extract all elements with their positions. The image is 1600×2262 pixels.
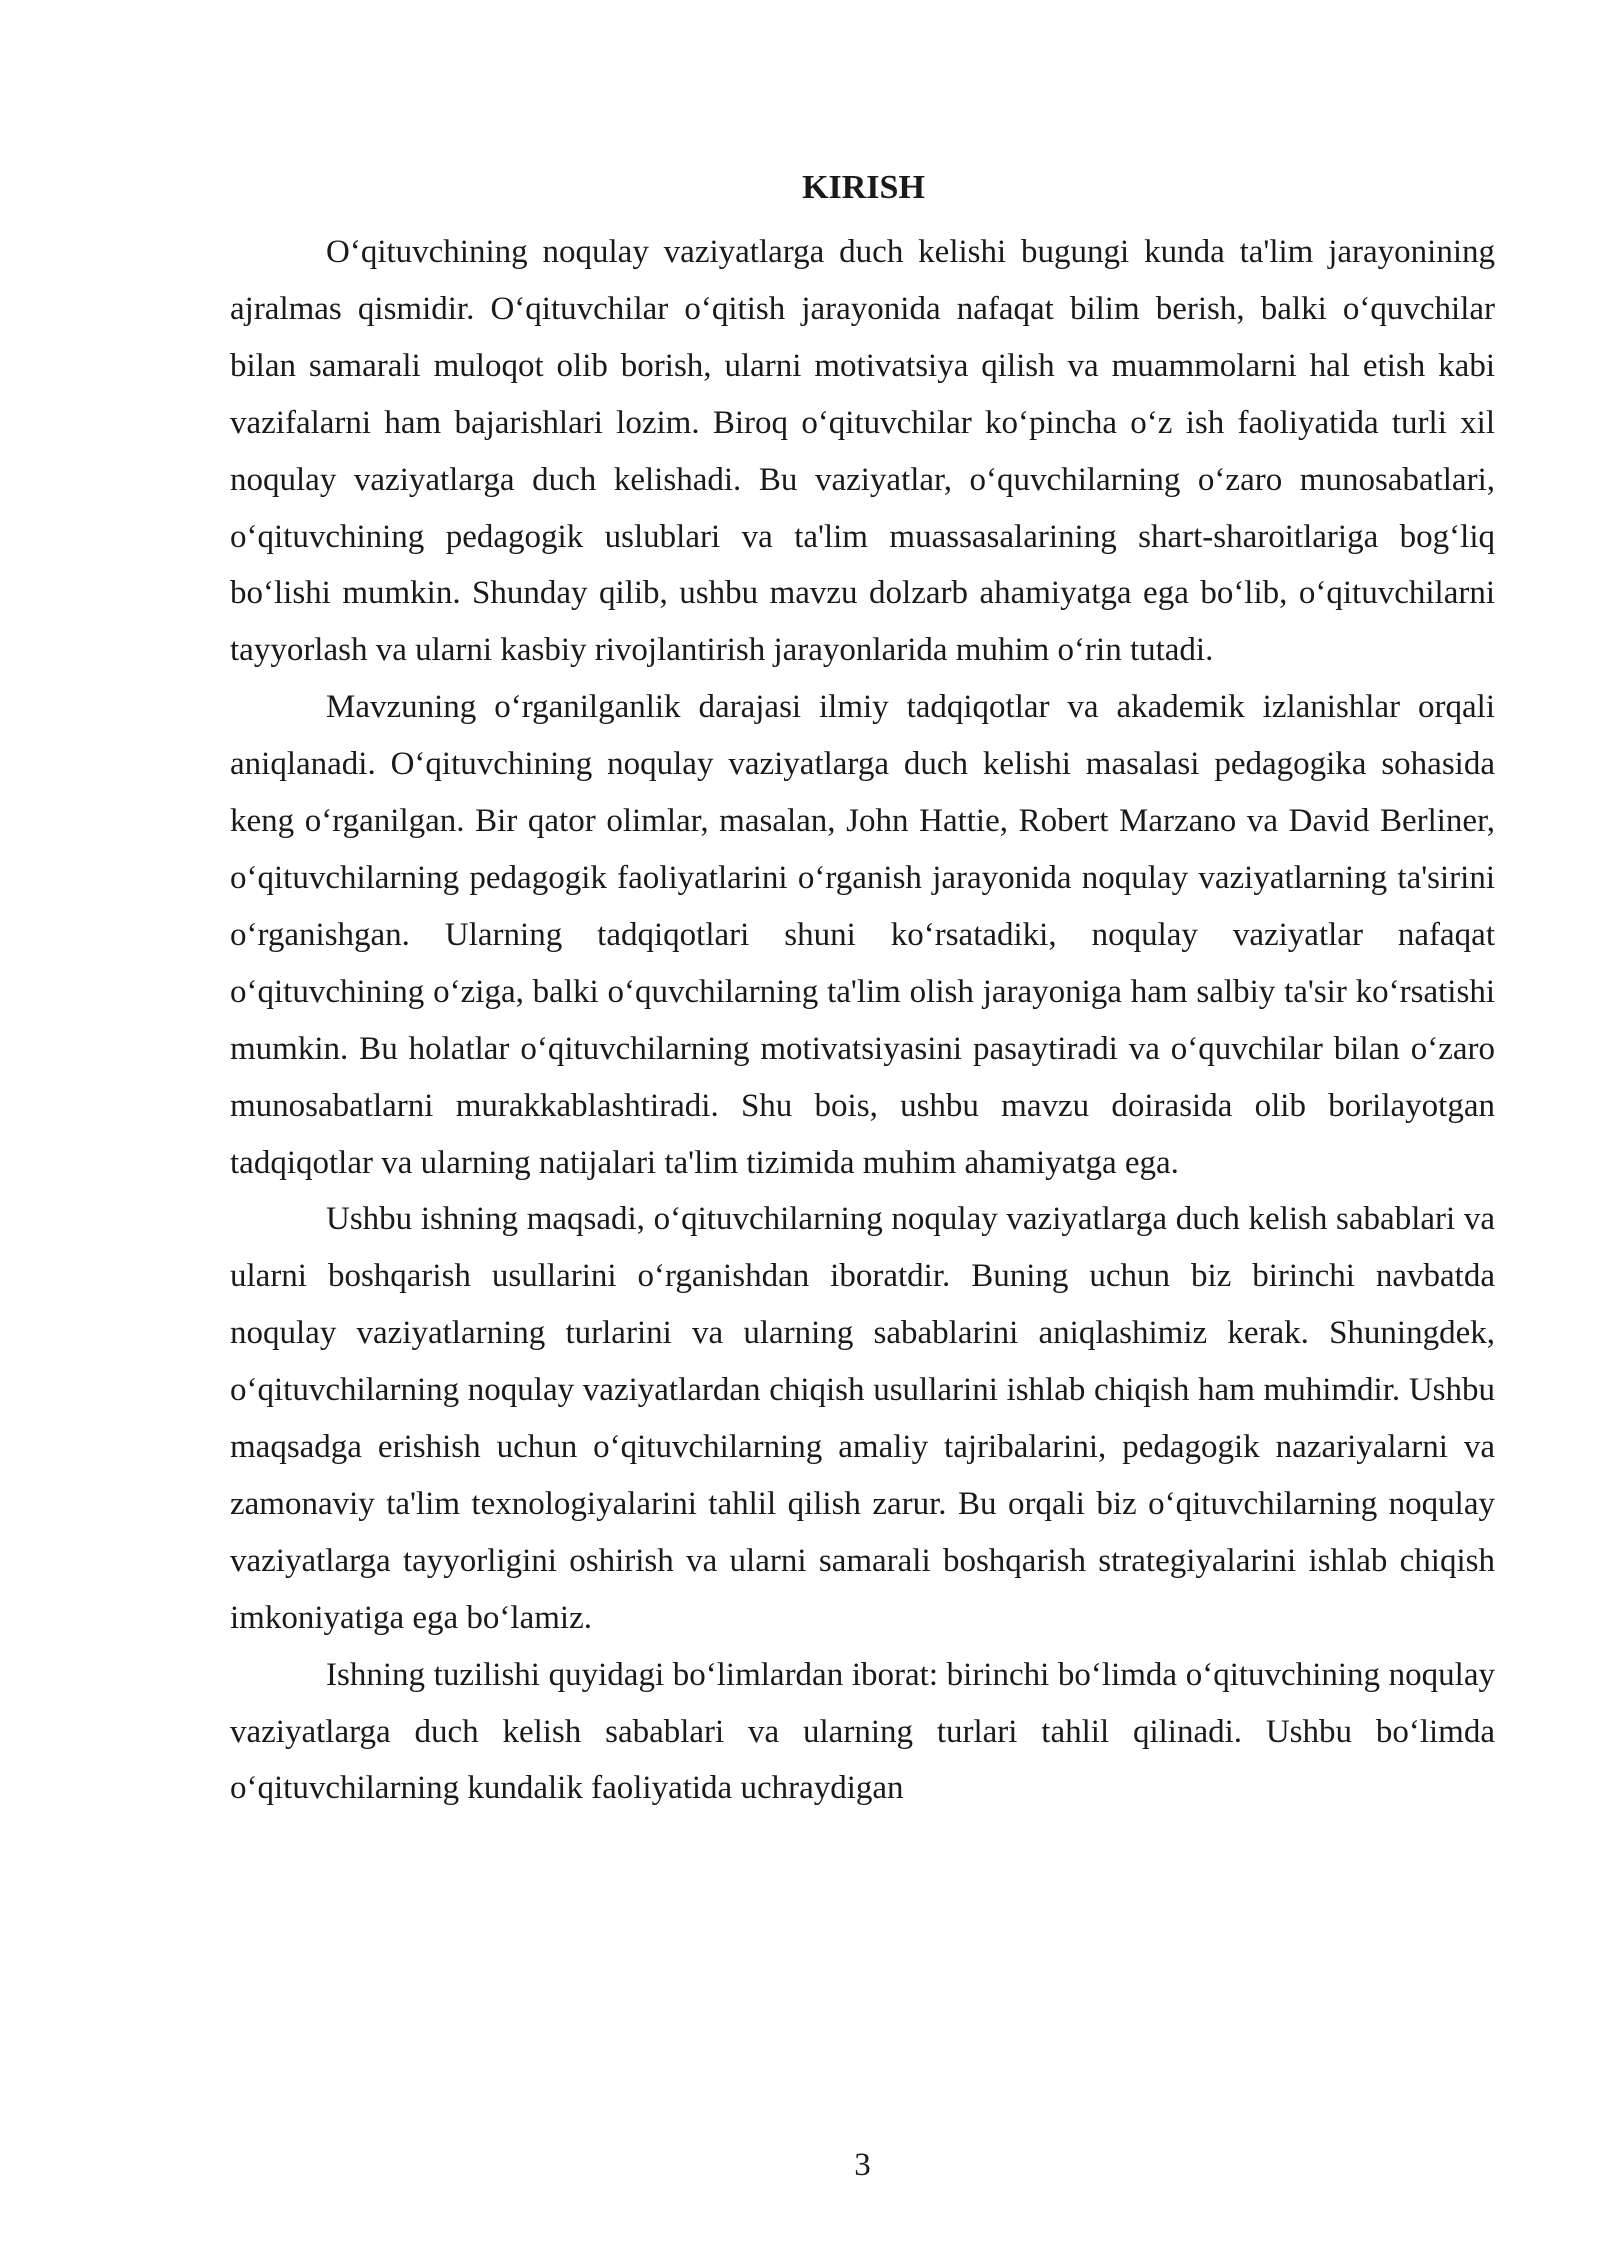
paragraph-relevance: O‘qituvchining noqulay vaziyatlarga duch kelishi bugungi kunda ta'lim jarayonining ajralmas qismidir. O‘qituvchilar o‘qitish jarayonida nafaqat bilim berish, balki o‘quvchilar bilan samarali muloqot olib borish, ularni motivatsiya qilish va muammolarni hal etish kabi vazifalarni ham bajarishlari lozim. Biroq o‘qituvchilar ko‘pincha o‘z ish faoliyatida turli xil noqulay vaziyatlarga duch kelishadi. Bu vaziyatlar, o‘quvchilarning o‘zaro munosabatlari, o‘qituvchining pedagogik uslublari va ta'lim muassasalarining shart-sharoitlariga bog‘liq bo‘lishi mumkin. Shunday qilib, ushbu mavzu dolzarb ahamiyatga ega bo‘lib, o‘qituvchilarni tayyorlash va ularni kasbiy rivojlantirish jarayonlarida muhim o‘rin tutadi. bbox=[230, 234, 1495, 669]
page-number: 3 bbox=[854, 2147, 871, 2183]
paragraph-structure: Ishning tuzilishi quyidagi bo‘limlardan iborat: birinchi bo‘limda o‘qituvchining noqulay vaziyatlarga duch kelish sabablari va ularning turlari tahlil qilinadi. Ushbu bo‘limda o‘qituvchilarning kundalik faoliyatida uchraydigan bbox=[230, 1656, 1495, 1807]
section-title: KIRISH bbox=[802, 169, 925, 206]
document-page bbox=[230, 160, 1495, 1817]
paragraph-study-degree: Mavzuning o‘rganilganlik darajasi ilmiy tadqiqotlar va akademik izlanishlar orqali aniqlanadi. O‘qituvchining noqulay vaziyatlarga duch kelishi masalasi pedagogika sohasida keng o‘rganilgan. Bir qator olimlar, masalan, John Hattie, Robert Marzano va David Berliner, o‘qituvchilarning pedagogik faoliyatlarini o‘rganish jarayonida noqulay vaziyatlarning ta'sirini o‘rganishgan. Ularning tadqiqotlari shuni ko‘rsatadiki, noqulay vaziyatlar nafaqat o‘qituvchining o‘ziga, balki o‘quvchilarning ta'lim olish jarayoniga ham salbiy ta'sir ko‘rsatishi mumkin. Bu holatlar o‘qituvchilarning motivatsiyasini pasaytiradi va o‘quvchilar bilan o‘zaro munosabatlarni murakkablashtiradi. Shu bois, ushbu mavzu doirasida olib borilayotgan tadqiqotlar va ularning natijalari ta'lim tizimida muhim ahamiyatga ega. bbox=[230, 689, 1495, 1181]
paragraph-purpose: Ushbu ishning maqsadi, o‘qituvchilarning noqulay vaziyatlarga duch kelish sabablari va ularni boshqarish usullarini o‘rganishdan iboratdir. Buning uchun biz birinchi navbatda noqulay vaziyatlarning turlarini va ularning sabablarini aniqlashimiz kerak. Shuningdek, o‘qituvchilarning noqulay vaziyatlardan chiqish usullarini ishlab chiqish ham muhimdir. Ushbu maqsadga erishish uchun o‘qituvchilarning amaliy tajribalarini, pedagogik nazariyalarni va zamonaviy ta'lim texnologiyalarini tahlil qilish zarur. Bu orqali biz o‘qituvchilarning noqulay vaziyatlarga tayyorligini oshirish va ularni samarali boshqarish strategiyalarini ishlab chiqish imkoniyatiga ega bo‘lamiz. bbox=[230, 1201, 1495, 1636]
